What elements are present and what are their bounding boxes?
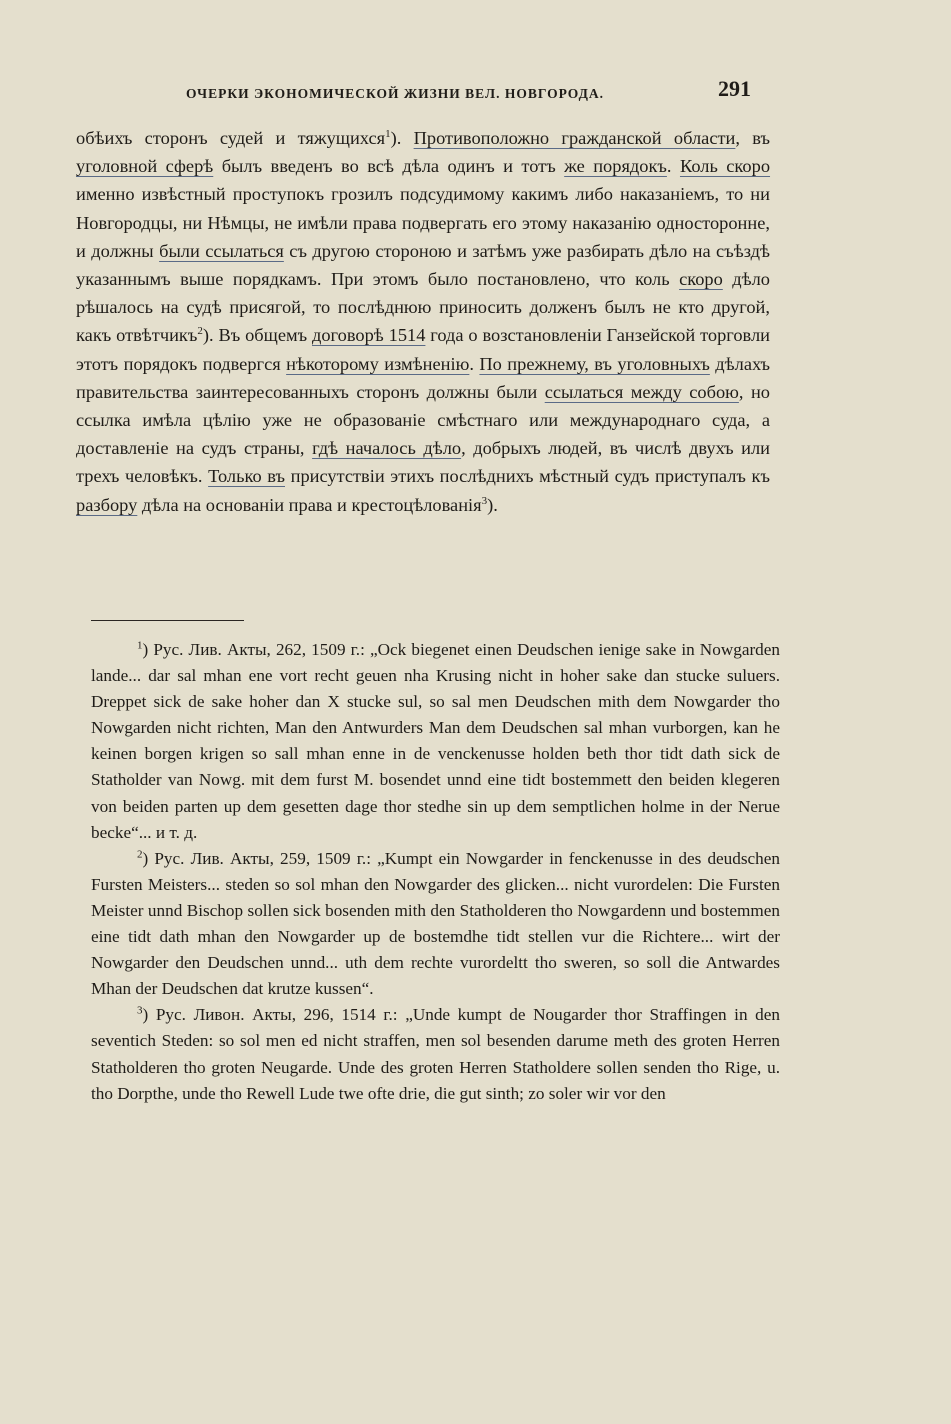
footnote-text: ) Рус. Лив. Акты, 262, 1509 г.: „Ock biegenet einen Deudschen ienige sake in Nowgarden lande... dar sal mhan ene vort recht geuen nha Krusing nicht in hoher sake dan stucke suluers. Dreppet sick de sake hoher dan X stucke sul, so sal men Deudschen mith dem Nowgarder tho Nowgarden nicht richten, Man den Antwurders Man dem Deudschen sal mhan vurborgen, kan he keinen borgen krigen so sall mhan enne in de venckenusse holden beth thor tidt dath sick de Statholder van Nowg. mit dem furst M. bosendet unnd eine tidt bostemmett den beiden klegeren von beiden parten up dem gesetten dage thor stedhe sin up dem semptlichen holme in der Nerue becke“... и т. д.: [91, 640, 780, 842]
footnote-text: ) Рус. Ливон. Акты, 296, 1514 г.: „Unde kumpt de Nougarder thor Straffingen in den seventich Steden: so sol men ed nicht straffen, men sol besenden darume meth des groten Herren Statholderen tho groten Neugarde. Unde des groten Herren Statholdere sollen senden tho Rige, u. tho Dorpthe, unde tho Rewell Lude twe ofte drie, die gut sinth; zo soler wir vor den: [91, 1005, 780, 1103]
underlined-text: же порядокъ: [564, 156, 667, 177]
footnote-mark: 2: [137, 848, 143, 861]
footnote-ref-2: 2: [197, 325, 203, 338]
body-text-run: ).: [390, 128, 414, 148]
body-text-run: обѣихъ сторонъ судей и тяжущихся: [76, 128, 386, 148]
body-text-run: ).: [487, 494, 498, 515]
body-text-run: .: [469, 353, 480, 374]
body-text-run: дѣлахъ правительства заинтересованныхъ сторонъ должны были: [76, 353, 770, 402]
body-text-run: дѣла на основаніи права и крестоцѣлованія: [137, 494, 482, 515]
underlined-text: договорѣ 1514: [312, 325, 426, 346]
footnote-text: ) Рус. Лив. Акты, 259, 1509 г.: „Kumpt ein Nowgarder in fenckenusse in des deudschen Fursten Meisters... steden so sol mhan den Nowgarder des glicken... nicht vurordelen: Die Fursten Meister unnd Bischop sollen sick bosenden mith den Statholderen tho Nowgardenn und bostemmen eine tidt dath mhan den Nowgarder up de bostemdhe tidt stellen vur die Richtere... wirt der Nowgarder den Deudschen unnd... uth dem rechte vurordeltt tho sweren, so soll die Antwardes Mhan der Deudschen dat krutze kussen“.: [91, 848, 780, 999]
underlined-text: Противоположно гражданской области: [413, 128, 736, 148]
underlined-text: Коль скоро: [679, 156, 771, 177]
underlined-text: уголовной сферѣ: [76, 156, 214, 177]
footnote-2: [91, 846, 780, 1003]
footnote-ref-1: 1: [385, 127, 391, 140]
body-text-run: былъ введенъ во всѣ дѣла одинъ и тотъ: [213, 156, 565, 177]
body-text-run: именно извѣстный проступокъ грозилъ подсудимому какимъ либо наказаніемъ, то ни Новгородцы, ни Нѣмцы, не имѣли права подвергать его этому наказанію односторонне, и должны: [76, 184, 770, 261]
body-text-run: .: [666, 156, 680, 177]
body-text-run: съ другою стороною и затѣмъ уже разбирать дѣло на съѣздѣ указаннымъ выше порядкамъ. При этомъ было постановлено, что коль: [76, 240, 770, 290]
body-text-run: , въ: [735, 128, 771, 148]
underlined-text: гдѣ началось дѣло: [312, 438, 462, 459]
underlined-text: По прежнему, въ уголовныхъ: [479, 353, 710, 374]
running-title: ОЧЕРКИ ЭКОНОМИЧЕСКОЙ ЖИЗНИ ВЕЛ. НОВГОРОДА.: [186, 86, 604, 101]
footnote-3: [91, 1002, 780, 1106]
body-text-run: ). Въ общемъ: [202, 325, 312, 346]
footnote-mark: 1: [137, 639, 143, 652]
body-text-run: дѣло рѣшалось на судѣ присягой, то послѣднюю приносить долженъ былъ не кто другой, какъ отвѣтчикъ: [76, 269, 770, 346]
underlined-text: были ссылаться: [159, 240, 284, 261]
underlined-text: скоро: [679, 269, 723, 290]
body-text-run: , но ссылка имѣла цѣлію уже не образованіе смѣстнаго или международнаго суда, а доставленіе на судъ страны,: [76, 381, 770, 459]
body-text-run: года о возстановленіи Ганзейской торговли этотъ порядокъ подвергся: [76, 325, 770, 374]
footnotes: [91, 637, 780, 1107]
footnote-mark: 3: [137, 1004, 143, 1017]
underlined-text: разбору: [76, 494, 138, 515]
footnote-1: [91, 637, 780, 846]
underlined-text: Только въ: [208, 466, 285, 487]
main-paragraph: [76, 124, 770, 519]
footnote-divider: [91, 620, 244, 621]
body-text-run: присутствіи этихъ послѣднихъ мѣстный судъ приступалъ къ: [285, 466, 770, 487]
page-number: 291: [718, 76, 751, 101]
footnote-ref-3: 3: [481, 494, 488, 507]
body-text-run: , добрыхъ людей, въ числѣ двухъ или трехъ человѣкъ.: [76, 438, 770, 487]
underlined-text: нѣкоторому измѣненію: [286, 353, 470, 374]
page-header: [0, 76, 951, 106]
underlined-text: ссылаться между собою: [544, 381, 739, 402]
